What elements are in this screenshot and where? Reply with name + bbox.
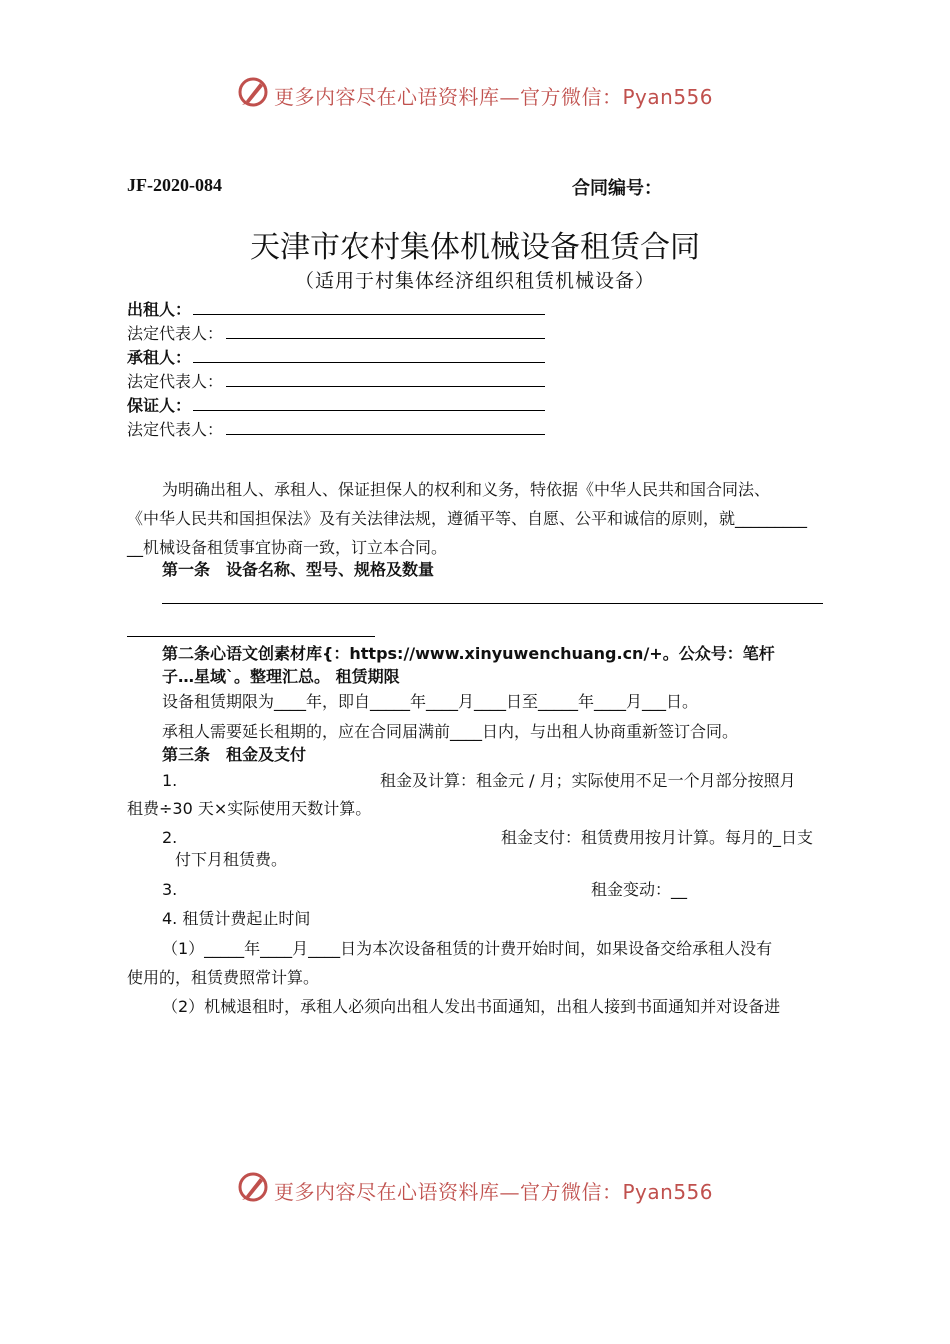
contract-number-label: 合同编号： [572, 178, 662, 199]
party-lessor [127, 297, 191, 319]
party-label: 法定代表人： [127, 324, 224, 343]
page-subtitle: （适用于村集体经济组织租赁机械设备） [294, 270, 655, 292]
watermark-top [0, 73, 950, 113]
intro-line-1: 为明确出租人、承租人、保证担保人的权利和义务，特依据《中华人民共和国合同法、 [162, 480, 771, 499]
article-3-item-3-num: 3. [162, 880, 178, 899]
article-3-item-4: 4. 租赁计费起止时间 [162, 909, 311, 928]
article-2-term: 设备租赁期限为____年，即自_____年____月____日至_____年____月___日。 [162, 692, 699, 711]
party-label: 承租人： [127, 348, 192, 367]
party-label: 出租人： [127, 300, 192, 319]
watermark-bottom [0, 1168, 950, 1208]
party-label: 保证人： [127, 396, 192, 415]
party-guarantor [127, 393, 191, 415]
article-3-title: 第三条 租金及支付 [162, 745, 307, 764]
article-3-item-4-1a: （1）_____年____月____日为本次设备租赁的计费开始时间，如果设备交给承租人没有 [162, 939, 773, 958]
intro-line-2: 《中华人民共和国担保法》及有关法律法规，遵循平等、自愿、公平和诚信的原则，就_________ [127, 509, 808, 528]
pen-nib-circle-icon [236, 75, 270, 109]
pen-nib-circle-icon [236, 1170, 270, 1204]
article-3-item-1-cont: 租费÷30 天×实际使用天数计算。 [127, 799, 372, 818]
page-title: 天津市农村集体机械设备租赁合同 [250, 230, 700, 265]
watermark-text: 更多内容尽在心语资料库—官方微信：Pyan556 [274, 1180, 714, 1204]
party-label: 法定代表人： [127, 420, 224, 439]
article-3-item-2-num: 2. [162, 828, 178, 847]
party-lessee-rep [127, 369, 223, 391]
article-3-item-4-2: （2）机械退租时，承租人必须向出租人发出书面通知，出租人接到书面通知并对设备进 [162, 997, 781, 1016]
fill-line[interactable] [127, 636, 375, 637]
watermark-text: 更多内容尽在心语资料库—官方微信：Pyan556 [274, 85, 714, 109]
fill-line[interactable] [193, 314, 545, 315]
article-2-title-line-2: 子…星域`。整理汇总。 租赁期限 [162, 667, 400, 686]
party-label: 法定代表人： [127, 372, 224, 391]
article-3-item-2-text: 租金支付：租赁费用按月计算。每月的_日支 [501, 828, 814, 847]
article-3-item-2-cont: 付下月租赁费。 [175, 850, 288, 869]
fill-line[interactable] [226, 338, 545, 339]
doc-code: JF-2020-084 [127, 175, 222, 195]
article-3-item-3-text: 租金变动：__ [591, 880, 688, 899]
article-3-item-1-num: 1. [162, 771, 178, 790]
party-lessor-rep [127, 321, 223, 343]
fill-line[interactable] [162, 603, 823, 604]
article-3-item-4-1b: 使用的，租赁费照常计算。 [127, 968, 320, 987]
article-2-title-line-1: 第二条心语文创素材库{：https://www.xinyuwenchuang.cn/+。公众号：笔杆 [162, 644, 775, 663]
article-3-item-1-text: 租金及计算：租金元 / 月；实际使用不足一个月部分按照月 [380, 771, 796, 790]
intro-line-3: __机械设备租赁事宜协商一致，订立本合同。 [127, 538, 448, 557]
party-lessee [127, 345, 191, 367]
article-2-extension: 承租人需要延长租期的，应在合同届满前____日内，与出租人协商重新签订合同。 [162, 722, 739, 741]
fill-line[interactable] [193, 410, 545, 411]
party-guarantor-rep [127, 417, 223, 439]
fill-line[interactable] [226, 434, 545, 435]
article-1-title: 第一条 设备名称、型号、规格及数量 [162, 560, 435, 579]
fill-line[interactable] [226, 386, 545, 387]
fill-line[interactable] [193, 362, 545, 363]
